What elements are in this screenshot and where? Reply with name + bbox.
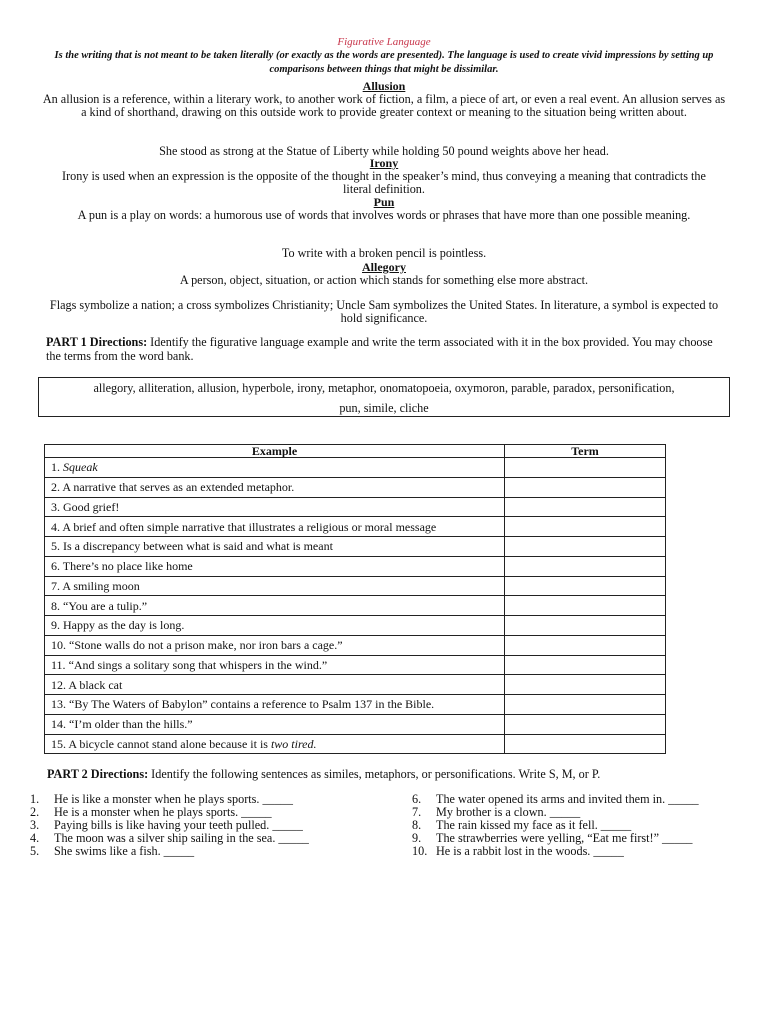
example-text: Squeak <box>63 460 98 475</box>
part2-list-right <box>412 793 752 858</box>
example-number: 9. <box>51 618 63 633</box>
list-item-number: 5. <box>30 844 40 858</box>
example-text: Happy as the day is long. <box>63 618 185 633</box>
example-text: A smiling moon <box>62 578 140 593</box>
example-text: Is a discrepancy between what is said and what is meant <box>63 539 333 554</box>
list-item-number: 10. <box>412 844 428 858</box>
example-cell <box>45 576 505 596</box>
example-cell <box>45 596 505 616</box>
table-row <box>45 675 666 695</box>
term-answer-box[interactable] <box>505 477 666 497</box>
example-number: 5. <box>51 539 63 554</box>
table-row <box>45 616 666 636</box>
list-item-number: 4. <box>30 831 40 845</box>
pun-definition: A pun is a play on words: a humorous use of words that involves words or phrases that have more than one possible meaning. <box>77 208 691 222</box>
intro-text: Is the writing that is not meant to be taken literally (or exactly as the words are presented). The language is used to create vivid impressions by setting up comparisons between things that might be dissimilar. <box>54 50 714 75</box>
list-item-number: 6. <box>412 792 422 806</box>
table-row <box>45 655 666 675</box>
term-answer-box[interactable] <box>505 635 666 655</box>
list-item-text: She swims like a fish. _____ <box>54 844 195 858</box>
table-row <box>45 596 666 616</box>
example-cell <box>45 556 505 576</box>
term-answer-box[interactable] <box>505 458 666 478</box>
list-item-text: Paying bills is like having your teeth pulled. _____ <box>54 818 303 832</box>
term-answer-box[interactable] <box>505 497 666 517</box>
list-item-text: The water opened its arms and invited them in. _____ <box>436 792 699 806</box>
example-column-header: Example <box>45 445 505 458</box>
example-number: 1. <box>51 460 63 475</box>
table-row <box>45 635 666 655</box>
pun-heading: Pun <box>373 195 395 209</box>
irony-heading: Irony <box>369 156 399 170</box>
example-number: 6. <box>51 559 63 574</box>
table-row <box>45 477 666 497</box>
term-answer-box[interactable] <box>505 734 666 754</box>
example-text: There’s no place like home <box>62 559 193 574</box>
table-row <box>45 714 666 734</box>
example-number: 8. <box>51 598 63 613</box>
example-number: 15. <box>51 736 69 751</box>
term-answer-box[interactable] <box>505 655 666 675</box>
part1-label: PART 1 Directions: <box>46 335 148 349</box>
list-item-text: My brother is a clown. _____ <box>436 805 581 819</box>
list-item-text: The moon was a silver ship sailing in the sea. _____ <box>54 831 309 845</box>
term-answer-box[interactable] <box>505 517 666 537</box>
allegory-heading: Allegory <box>362 260 406 274</box>
part1-text: Identify the figurative language example and write the term associated with it in the box provided. You may choose the terms from the word bank. <box>46 335 713 363</box>
example-number: 12. <box>51 677 69 692</box>
example-number: 13. <box>51 697 69 712</box>
example-cell <box>45 635 505 655</box>
list-item-text: He is a monster when he plays sports. _____ <box>54 805 272 819</box>
part2-text: Identify the following sentences as similes, metaphors, or personifications. Write S, M, or P. <box>148 767 601 781</box>
allusion-heading: Allusion <box>362 79 406 93</box>
example-cell <box>45 675 505 695</box>
irony-definition: Irony is used when an expression is the opposite of the thought in the speaker’s mind, thus conveying a meaning that contradicts the literal definition. <box>62 169 706 196</box>
example-number: 4. <box>51 519 63 534</box>
table-row <box>45 734 666 754</box>
allegory-example: Flags symbolize a nation; a cross symbolizes Christianity; Uncle Sam symbolizes the United States. In literature, a symbol is expected to hold significance. <box>49 298 719 325</box>
list-item-number: 2. <box>30 805 40 819</box>
word-bank-line-1: allegory, alliteration, allusion, hyperbole, irony, metaphor, onomatopoeia, oxymoron, parable, paradox, personification, <box>93 381 675 395</box>
example-number: 11. <box>51 657 69 672</box>
list-item-text: He is like a monster when he plays sports. _____ <box>54 792 293 806</box>
example-text: “I’m older than the hills.” <box>69 717 193 732</box>
allusion-example: She stood as strong at the Statue of Liberty while holding 50 pound weights above her head. <box>159 144 609 158</box>
example-text: A brief and often simple narrative that illustrates a religious or moral message <box>62 519 437 534</box>
example-cell <box>45 695 505 715</box>
table-row <box>45 695 666 715</box>
table-row <box>45 576 666 596</box>
list-item-text: The strawberries were yelling, “Eat me first!” _____ <box>436 831 693 845</box>
example-number: 2. <box>51 480 63 495</box>
example-text: A narrative that serves as an extended metaphor. <box>62 480 295 495</box>
example-cell <box>45 537 505 557</box>
example-text: A bicycle cannot stand alone because it is <box>68 736 271 751</box>
list-item-number: 8. <box>412 818 422 832</box>
term-answer-box[interactable] <box>505 714 666 734</box>
example-text: Good grief! <box>63 499 120 514</box>
example-cell <box>45 477 505 497</box>
example-cell <box>45 714 505 734</box>
example-text: “Stone walls do not a prison make, nor iron bars a cage.” <box>69 638 343 653</box>
pun-example: To write with a broken pencil is pointless. <box>281 246 487 260</box>
list-item-text: The rain kissed my face as it fell. _____ <box>436 818 632 832</box>
part2-label: PART 2 Directions: <box>47 767 149 781</box>
example-number: 10. <box>51 638 69 653</box>
term-answer-box[interactable] <box>505 616 666 636</box>
term-answer-box[interactable] <box>505 675 666 695</box>
allegory-definition: A person, object, situation, or action which stands for something else more abstract. <box>179 273 589 287</box>
example-text: “And sings a solitary song that whispers in the wind.” <box>68 657 328 672</box>
term-answer-box[interactable] <box>505 695 666 715</box>
part1-directions <box>46 336 724 363</box>
example-cell <box>45 616 505 636</box>
term-answer-box[interactable] <box>505 596 666 616</box>
example-number: 7. <box>51 578 63 593</box>
page-title: Figurative Language <box>337 36 431 48</box>
list-item-number: 1. <box>30 792 40 806</box>
example-number: 3. <box>51 499 63 514</box>
example-number: 14. <box>51 717 69 732</box>
example-cell <box>45 458 505 478</box>
table-row <box>45 556 666 576</box>
table-row <box>45 497 666 517</box>
list-item-number: 3. <box>30 818 40 832</box>
list-item <box>412 845 752 858</box>
example-text-italic: two tired. <box>270 736 317 751</box>
example-text: A black cat <box>68 677 123 692</box>
part2-list-left <box>30 793 400 858</box>
allusion-definition: An allusion is a reference, within a literary work, to another work of fiction, a film, a piece of art, or even a real event. An allusion serves as a kind of shorthand, drawing on this outside work to provide greater context or meaning to the situation being written about. <box>42 92 726 119</box>
list-item-text: He is a rabbit lost in the woods. _____ <box>436 844 624 858</box>
example-text: “You are a tulip.” <box>63 598 148 613</box>
term-column-header: Term <box>505 445 666 458</box>
example-cell <box>45 655 505 675</box>
list-item <box>30 845 400 858</box>
table-row <box>45 517 666 537</box>
example-cell <box>45 497 505 517</box>
term-answer-box[interactable] <box>505 556 666 576</box>
word-bank <box>38 377 730 417</box>
table-row <box>45 458 666 478</box>
term-answer-box[interactable] <box>505 537 666 557</box>
term-answer-box[interactable] <box>505 576 666 596</box>
table-row <box>45 537 666 557</box>
example-cell <box>45 734 505 754</box>
word-bank-line-2: pun, simile, cliche <box>339 401 429 415</box>
example-cell <box>45 517 505 537</box>
list-item-number: 9. <box>412 831 422 845</box>
example-text: “By The Waters of Babylon” contains a reference to Psalm 137 in the Bible. <box>69 697 435 712</box>
part2-directions <box>47 767 600 782</box>
list-item-number: 7. <box>412 805 422 819</box>
examples-table <box>44 444 666 754</box>
